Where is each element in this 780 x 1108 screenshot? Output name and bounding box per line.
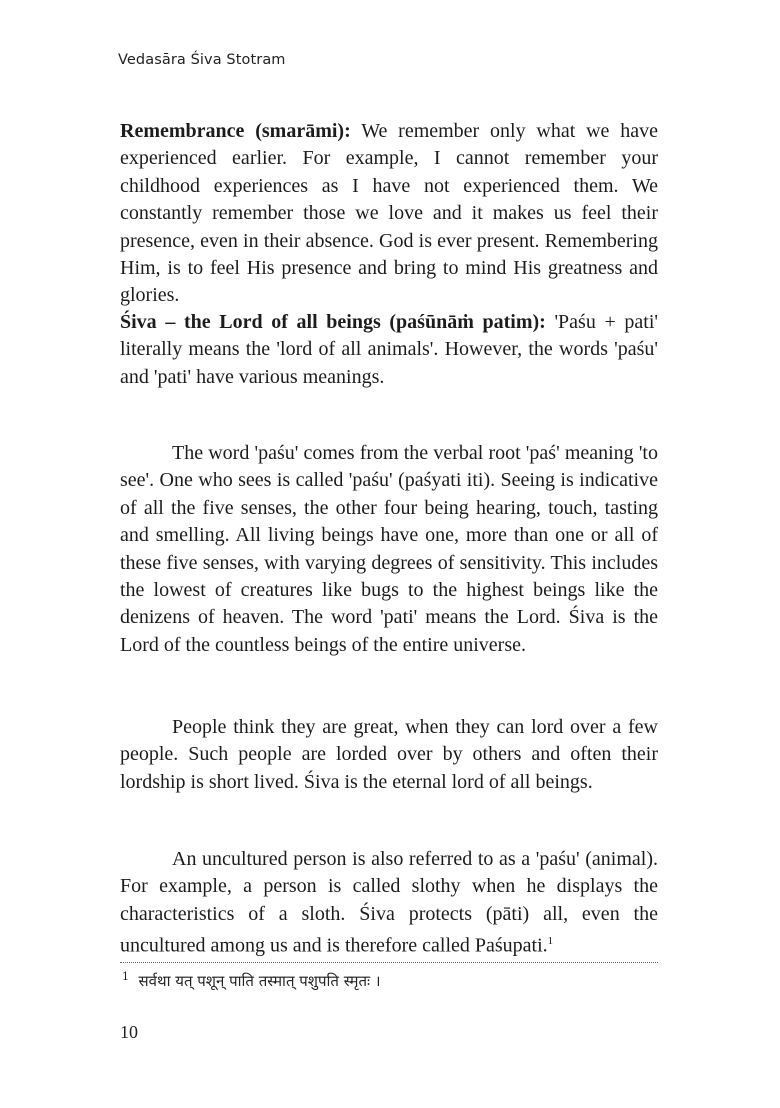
paragraph-remembrance: [120, 118, 658, 310]
paragraph-text: 'Paśu + pati' literally means the 'lord of all animals'. However, the words 'paśu' and 'pati' have various meanings.: [120, 311, 658, 388]
paragraph-pasu-meaning: [120, 440, 658, 659]
footnote-separator: [120, 962, 658, 963]
paragraph-text: People think they are great, when they can lord over a few people. Such people are lorded over by others and often their lordship is short lived. Śiva is the eternal lord of all beings.: [120, 716, 658, 793]
paragraph-pasupati: [120, 846, 658, 960]
paragraph-lordship: [120, 714, 658, 796]
paragraph-siva-lord: [120, 309, 658, 391]
paragraph-text: An uncultured person is also referred to as a 'paśu' (animal). For example, a person is called slothy when he displays the characteristics of a sloth. Śiva protects (pāti) all, even the uncultured among us and is therefore called Paśupati.: [120, 848, 658, 957]
footnote-marker: 1: [122, 970, 129, 983]
paragraph-text: We remember only what we have experienced earlier. For example, I cannot remember your childhood experiences as I have not experienced them. We constantly remember those we love and it makes us feel their presence, even in their absence. God is ever present. Remembering Him, is to feel His presence and bring to mind His greatness and glories.: [120, 120, 658, 307]
paragraph-text: The word 'paśu' comes from the verbal root 'paś' meaning 'to see'. One who sees is called 'paśu' (paśyati iti). Seeing is indicative of all the five senses, the other four being hearing, touch, tasting and smelling. All living beings have one, more than one or all of these five senses, with varying degrees of sensitivity. This includes the lowest of creatures like bugs to the highest beings like the denizens of heaven. The word 'pati' means the Lord. Śiva is the Lord of the countless beings of the entire universe.: [120, 442, 658, 656]
running-head: Vedasāra Śiva Stotram: [118, 52, 286, 68]
footnote-text: सर्वथा यत् पशून् पाति तस्मात् पशुपति स्मृतः ।: [138, 972, 381, 990]
footnote: [122, 970, 381, 991]
paragraph-lead: Remembrance (smarāmi):: [120, 120, 351, 142]
paragraph-lead: Śiva – the Lord of all beings (paśūnāṁ patim):: [120, 311, 546, 333]
footnote-reference: 1: [547, 935, 554, 948]
page-number: 10: [120, 1022, 138, 1042]
